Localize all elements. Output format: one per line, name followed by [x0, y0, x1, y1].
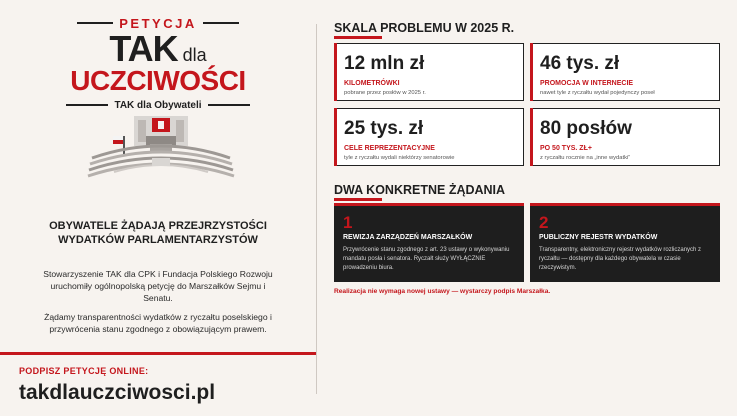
demands-title: DWA KONKRETNE ŻĄDANIA [334, 183, 506, 197]
title-underline [334, 36, 382, 39]
demand-number: 2 [539, 213, 549, 232]
red-divider [0, 352, 316, 355]
card-accent [334, 203, 524, 206]
left-panel [0, 0, 316, 416]
stat-description: pobrane przez posłów w 2025 r. [344, 90, 426, 96]
card-accent [530, 203, 720, 206]
logo-rule [203, 22, 239, 24]
logo-rule [66, 104, 108, 106]
demand-text: Transparentny, elektroniczny rejestr wydatków rozliczanych z ryczałtu — dostępny dla każdego obywatela w czasie rzeczywistym. [539, 247, 702, 271]
column-divider [316, 24, 317, 394]
demand-paragraph: Żądamy transparentności wydatków z ryczałtu poselskiego i przywrócenia stanu zgodnego z obowiązującym prawem. [44, 312, 272, 334]
left-heading: OBYWATELE ŻĄDAJĄ PRZEJRZYSTOŚCI WYDATKÓW PARLAMENTARZYSTÓW [49, 220, 267, 246]
parliament-chamber-illustration [86, 114, 236, 180]
card-accent [334, 108, 337, 166]
stat-description: tyle z ryczałtu wydali niektórzy senatorowie [344, 155, 455, 161]
stat-label: KILOMETRÓWKI [344, 80, 400, 87]
implementation-note: Realizacja nie wymaga nowej ustawy — wystarczy podpis Marszałka. [334, 288, 551, 295]
stat-card [530, 43, 720, 101]
sign-label: PODPISZ PETYCJĘ ONLINE: [19, 366, 149, 376]
title-underline [334, 198, 382, 201]
demand-text: Przywrócenie stanu zgodnego z art. 23 ustawy o wykonywaniu mandatu posła i senatora. Ryczałt służy WYŁĄCZNIE prowadzeniu biura. [343, 247, 510, 271]
stat-description: nawet tyle z ryczałtu wydał pojedynczy poseł [540, 90, 655, 96]
demand-title: REWIZJA ZARZĄDZEŃ MARSZAŁKÓW [343, 234, 473, 241]
logo-uczciwosci: UCZCIWOŚCI [70, 65, 246, 96]
scale-title: SKALA PROBLEMU W 2025 R. [334, 21, 515, 35]
stat-card [334, 43, 524, 101]
stat-value: 80 posłów [540, 118, 632, 139]
intro-paragraph: Stowarzyszenie TAK dla CPK i Fundacja Polskiego Rozwoju uruchomiły ogólnopolską petycję do Marszałków Sejmu i Senatu. [43, 269, 273, 303]
stat-card [530, 108, 720, 166]
stat-value: 25 tys. zł [344, 118, 424, 139]
card-accent [334, 43, 337, 101]
stat-value: 46 tys. zł [540, 53, 620, 74]
card-accent [530, 108, 533, 166]
logo-rule [77, 22, 113, 24]
logo-tak: TAK [109, 28, 178, 69]
stat-label: PO 50 TYS. ZŁ+ [540, 145, 592, 152]
stat-label: PROMOCJA W INTERNECIE [540, 80, 634, 87]
demand-number: 1 [343, 213, 353, 232]
demand-card [334, 206, 524, 282]
logo-subtitle: TAK dla Obywateli [114, 99, 202, 111]
card-accent [530, 43, 533, 101]
logo-dla: dla [182, 45, 207, 65]
petition-logo [60, 14, 256, 114]
demand-title: PUBLICZNY REJESTR WYDATKÓW [539, 234, 658, 241]
stat-label: CELE REPREZENTACYJNE [344, 145, 435, 152]
stat-card [334, 108, 524, 166]
petition-url-link[interactable]: takdlauczciwosci.pl [19, 381, 216, 404]
demand-card [530, 206, 720, 282]
stat-description: z ryczałtu rocznie na „inne wydatki” [540, 155, 631, 161]
stat-value: 12 mln zł [344, 53, 425, 74]
logo-petycja: PETYCJA [119, 15, 197, 31]
logo-rule [208, 104, 250, 106]
